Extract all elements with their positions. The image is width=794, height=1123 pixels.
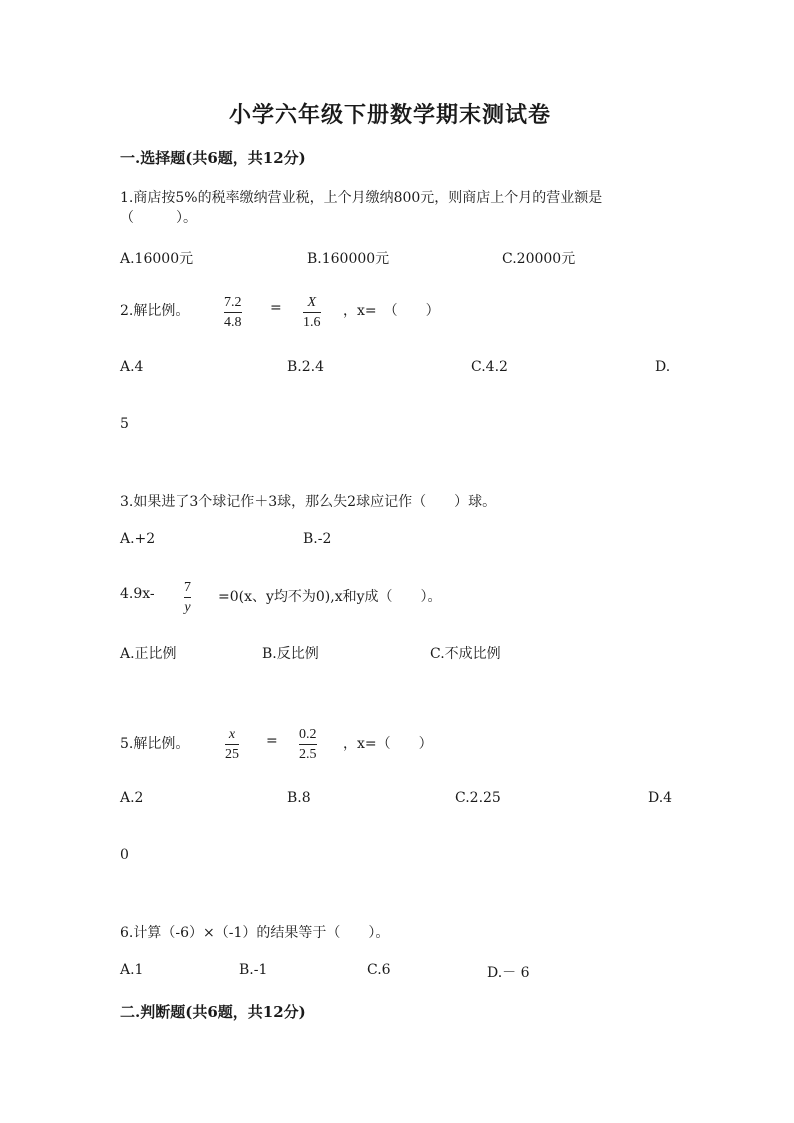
fraction-denominator: y [184,600,191,615]
section-heading-judgement: 二.判断题(共6题，共12分) [120,1003,306,1021]
question-6-option-c: C.6 [367,962,391,978]
question-4-suffix: =0(x、y均不为0),x和y成（ ）。 [218,589,442,605]
question-5-suffix: ，x=（ ） [343,736,433,752]
fraction-bar [299,744,317,745]
fraction-numerator: X [307,295,317,310]
question-1-text: 1.商店按5%的税率缴纳营业税，上个月缴纳800元，则商店上个月的营业额是 [120,190,603,206]
question-4-option-c: C.不成比例 [430,646,501,662]
question-1-option-a: A.16000元 [120,251,194,267]
question-5-fraction-right [299,726,317,763]
fraction-bar [303,312,321,313]
question-3-option-b: B.-2 [303,531,332,547]
question-5-fraction-left [225,726,239,763]
question-4-option-b: B.反比例 [262,646,319,662]
fraction-bar [224,312,242,313]
question-6-option-d: D.－ 6 [487,965,530,981]
question-4-option-a: A.正比例 [120,646,177,662]
question-2-option-b: B.2.4 [287,359,325,375]
question-2-option-d-value: 5 [120,416,129,432]
fraction-bar [184,597,191,598]
question-5-option-d-wrap: 0 [120,847,129,863]
question-5-equals: = [266,733,278,749]
question-6-option-a: A.1 [120,962,144,978]
question-1-option-b: B.160000元 [307,251,390,267]
question-5-prefix: 5.解比例。 [120,736,190,752]
page-title: 小学六年级下册数学期末测试卷 [229,102,552,128]
question-2-suffix: ，x= （ ） [343,303,440,319]
fraction-numerator: x [228,727,236,742]
fraction-denominator: 2.5 [299,747,317,762]
question-2-fraction-right [303,294,321,331]
fraction-numerator: 7.2 [224,295,242,310]
question-4-fraction [184,579,191,616]
question-3-text: 3.如果进了3个球记作＋3球，那么失2球应记作（ ）球。 [120,494,497,510]
fraction-numerator: 0.2 [299,727,317,742]
question-5-option-c: C.2.25 [455,790,501,806]
question-2-prefix: 2.解比例。 [120,303,190,319]
question-5-option-d: D.4 [648,790,673,806]
question-4-prefix: 4.9x- [120,586,155,602]
fraction-denominator: 1.6 [303,315,321,330]
question-1-answer-blank: （ ）。 [120,210,197,226]
fraction-numerator: 7 [184,580,191,595]
question-6-option-b: B.-1 [239,962,268,978]
question-6-text: 6.计算（-6）×（-1）的结果等于（ ）。 [120,925,390,941]
question-2-option-d: D. [655,359,671,375]
fraction-bar [225,744,239,745]
question-5-option-b: B.8 [287,790,311,806]
question-2-fraction-left [224,294,242,331]
fraction-denominator: 25 [225,747,239,762]
question-5-option-a: A.2 [120,790,144,806]
question-1-option-c: C.20000元 [502,251,576,267]
question-3-option-a: A.+2 [120,531,156,547]
fraction-denominator: 4.8 [224,315,242,330]
section-heading-choice: 一.选择题(共6题，共12分) [120,149,306,167]
question-2-option-a: A.4 [120,359,144,375]
question-2-option-c: C.4.2 [471,359,508,375]
question-2-equals: = [270,300,282,316]
